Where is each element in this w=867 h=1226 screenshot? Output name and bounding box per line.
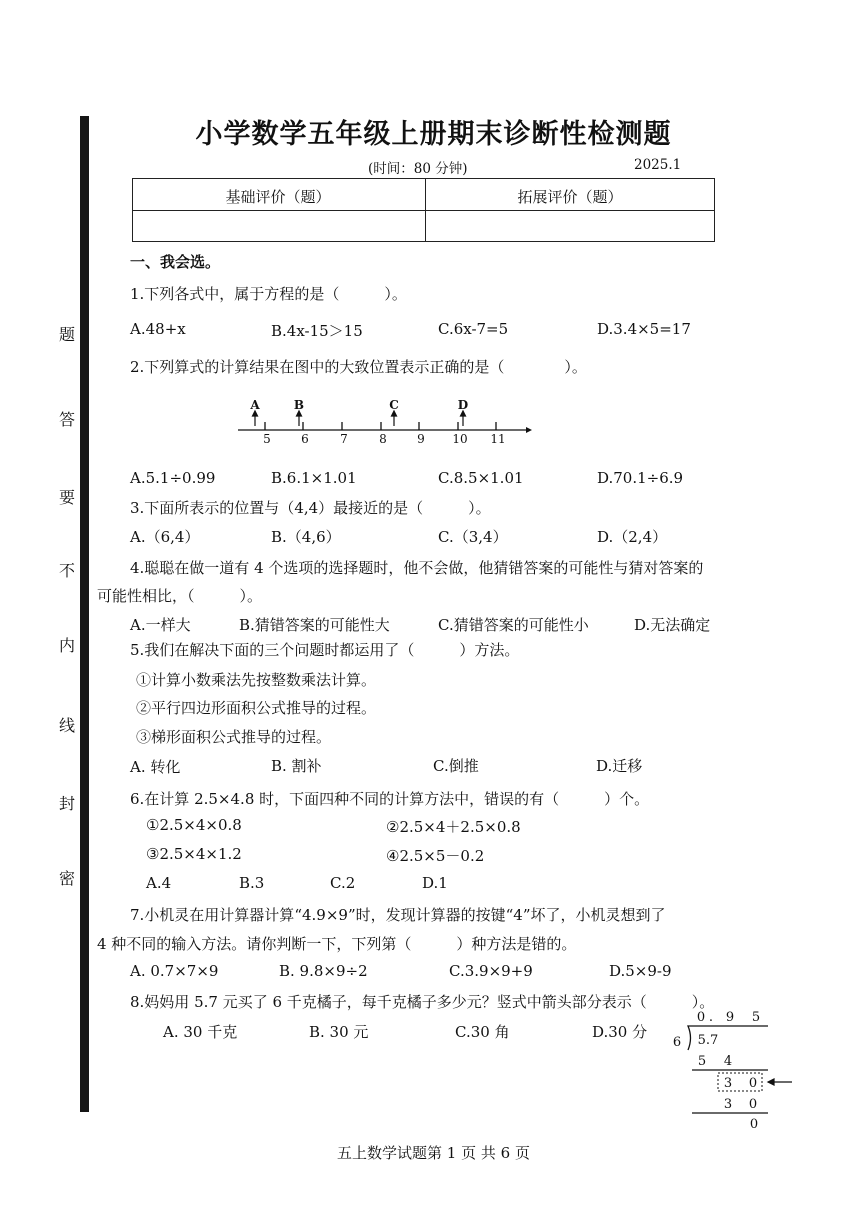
long-division bbox=[668, 1008, 798, 1138]
q4-option-b: B.猜错答案的可能性大 bbox=[239, 616, 390, 634]
seal-char: 要 bbox=[59, 488, 76, 507]
q1-option-c: C.6x-7=5 bbox=[438, 320, 509, 338]
seal-char: 线 bbox=[59, 716, 76, 735]
q6-method: ②2.5×4＋2.5×0.8 bbox=[386, 818, 521, 836]
q7-option-d: D.5×9-9 bbox=[609, 962, 672, 980]
page-title: 小学数学五年级上册期末诊断性检测题 bbox=[195, 119, 672, 150]
q3-option-d: D.（2,4） bbox=[597, 528, 668, 546]
q7-option-a: A. 0.7×7×9 bbox=[130, 962, 219, 980]
q7-option-b: B. 9.8×9÷2 bbox=[279, 962, 368, 980]
q6-method: ④2.5×5－0.2 bbox=[386, 847, 485, 865]
divisor: 6 bbox=[672, 1035, 682, 1050]
marker-label: C bbox=[389, 398, 399, 412]
time-note: (时间：80 分钟) bbox=[368, 161, 468, 177]
score-table bbox=[132, 178, 715, 242]
q5-option-b: B. 割补 bbox=[271, 757, 322, 775]
q3-option-c: C.（3,4） bbox=[438, 528, 508, 546]
exam-date: 2025.1 bbox=[634, 157, 682, 173]
q8-option-c: C.30 角 bbox=[455, 1023, 510, 1041]
q6-option-d: D.1 bbox=[422, 874, 448, 892]
q8-option-a: A. 30 千克 bbox=[163, 1023, 238, 1041]
q2-option-a: A.5.1÷0.99 bbox=[130, 469, 216, 487]
q8-option-b: B. 30 元 bbox=[309, 1023, 369, 1041]
marker-label: B bbox=[293, 398, 305, 412]
question-4-cont: 可能性相比，（ ）。 bbox=[97, 587, 263, 605]
q4-option-d: D.无法确定 bbox=[634, 616, 711, 634]
basic-score-header: 基础评价（题） bbox=[225, 188, 331, 206]
question-7-cont: 4 种不同的输入方法。请你判断一下，下列第（ ）种方法是错的。 bbox=[97, 935, 577, 953]
question-7: 7.小机灵在用计算器计算“4.9×9”时，发现计算器的按键“4”坏了，小机灵想到了 bbox=[130, 906, 666, 924]
question-3: 3.下面所表示的位置与（4,4）最接近的是（ ）。 bbox=[130, 499, 491, 517]
tick-label: 8 bbox=[379, 432, 387, 446]
tick-label: 5 bbox=[263, 432, 271, 446]
partial-product: 5 bbox=[697, 1054, 707, 1069]
partial-product: 4 bbox=[723, 1054, 733, 1069]
quotient-digit: 9 bbox=[725, 1010, 735, 1025]
q4-option-a: A.一样大 bbox=[130, 616, 191, 634]
q5-item: ①计算小数乘法先按整数乘法计算。 bbox=[136, 671, 377, 689]
question-2: 2.下列算式的计算结果在图中的大致位置表示正确的是（ ）。 bbox=[130, 358, 587, 376]
q3-option-a: A.（6,4） bbox=[130, 528, 200, 546]
number-line bbox=[232, 396, 532, 446]
marker-label: D bbox=[457, 398, 469, 412]
binding-line bbox=[80, 116, 89, 1112]
seal-char: 不 bbox=[59, 561, 76, 580]
q2-option-d: D.70.1÷6.9 bbox=[597, 469, 684, 487]
q1-option-d: D.3.4×5=17 bbox=[597, 320, 691, 338]
remainder-digit: 3 bbox=[723, 1076, 733, 1091]
tick-label: 6 bbox=[301, 432, 309, 446]
q3-option-b: B.（4,6） bbox=[271, 528, 341, 546]
quotient-digit: 5 bbox=[751, 1010, 761, 1025]
q5-option-a: A. 转化 bbox=[130, 758, 181, 776]
q6-option-b: B.3 bbox=[239, 874, 265, 892]
q6-method: ①2.5×4×0.8 bbox=[146, 816, 242, 834]
tick-label: 11 bbox=[490, 432, 506, 446]
q4-option-c: C.猜错答案的可能性小 bbox=[438, 616, 589, 634]
q2-option-b: B.6.1×1.01 bbox=[271, 469, 357, 487]
extended-score-header: 拓展评价（题） bbox=[517, 188, 623, 206]
remainder-digit: 0 bbox=[748, 1076, 758, 1091]
seal-char: 封 bbox=[59, 794, 76, 813]
tick-label: 9 bbox=[417, 432, 425, 446]
q8-option-d: D.30 分 bbox=[592, 1023, 648, 1041]
question-6: 6.在计算 2.5×4.8 时，下面四种不同的计算方法中，错误的有（ ）个。 bbox=[130, 790, 650, 808]
q6-option-c: C.2 bbox=[330, 874, 356, 892]
final-remainder: 0 bbox=[749, 1117, 759, 1132]
question-5: 5.我们在解决下面的三个问题时都运用了（ ）方法。 bbox=[130, 641, 520, 659]
question-1: 1.下列各式中，属于方程的是（ ）。 bbox=[130, 285, 407, 303]
seal-char: 答 bbox=[59, 410, 76, 429]
q1-option-a: A.48+x bbox=[130, 320, 186, 338]
partial-product: 0 bbox=[748, 1097, 758, 1112]
seal-char: 内 bbox=[59, 636, 76, 655]
partial-product: 3 bbox=[723, 1097, 733, 1112]
q5-item: ②平行四边形面积公式推导的过程。 bbox=[136, 699, 377, 717]
q6-option-a: A.4 bbox=[146, 874, 172, 892]
tick-label: 10 bbox=[452, 432, 468, 446]
seal-char: 密 bbox=[59, 869, 76, 888]
page-footer: 五上数学试题第 1 页 共 6 页 bbox=[337, 1144, 530, 1162]
q5-option-d: D.迁移 bbox=[596, 757, 643, 775]
q5-item: ③梯形面积公式推导的过程。 bbox=[136, 728, 332, 746]
question-8: 8.妈妈用 5.7 元买了 6 千克橘子，每千克橘子多少元？竖式中箭头部分表示（ ）。 bbox=[130, 993, 715, 1011]
q2-option-c: C.8.5×1.01 bbox=[438, 469, 524, 487]
question-4: 4.聪聪在做一道有 4 个选项的选择题时，他不会做，他猜错答案的可能性与猜对答案的 bbox=[130, 559, 704, 577]
quotient-digit: 0 bbox=[696, 1010, 706, 1025]
q1-option-b: B.4x-15＞15 bbox=[271, 322, 363, 340]
dividend: 5.7 bbox=[697, 1033, 719, 1048]
q7-option-c: C.3.9×9+9 bbox=[449, 962, 533, 980]
q5-option-c: C.倒推 bbox=[433, 757, 479, 775]
q6-method: ③2.5×4×1.2 bbox=[146, 845, 242, 863]
marker-label: A bbox=[250, 398, 260, 412]
seal-char: 题 bbox=[59, 325, 76, 344]
quotient-digit: . bbox=[708, 1010, 714, 1025]
section-heading: 一、我会选。 bbox=[130, 253, 221, 271]
tick-label: 7 bbox=[340, 432, 348, 446]
